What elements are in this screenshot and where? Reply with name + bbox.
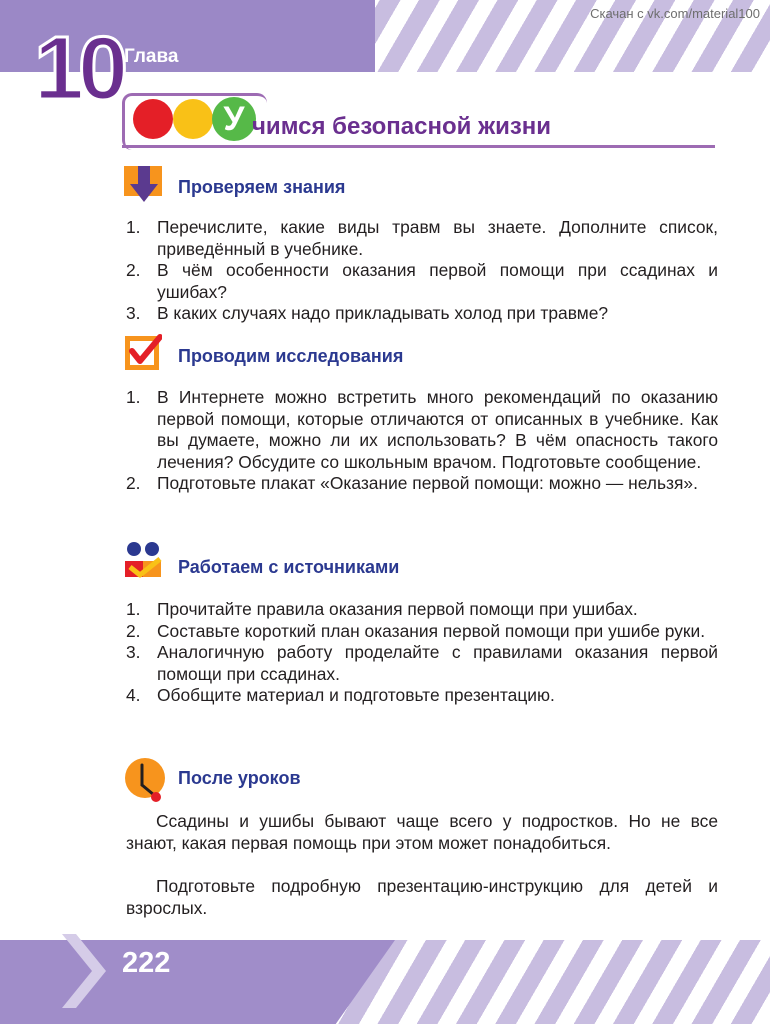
check-list (126, 217, 718, 325)
checkbox-icon (124, 333, 162, 371)
after-paragraph: Ссадины и ушибы бывают чаще всего у подростков. Но не все знают, какая первая помощь при этом может понадобиться. (126, 811, 718, 853)
list-item: 2. Подготовьте плакат «Оказание первой помощи: можно — нельзя». (126, 473, 698, 493)
traffic-light-green-icon: У (212, 97, 256, 141)
chapter-number: 10 (34, 19, 123, 119)
list-item: 3. В каких случаях надо прикладывать холод при травме? (126, 303, 609, 323)
list-item: 2. Составьте короткий план оказания первой помощи при ушибе руки. (126, 620, 706, 641)
traffic-light-red-icon (133, 99, 173, 139)
list-item: 3. Аналогичную работу проделайте с правилами оказания первой помощи при ссадинах. (126, 642, 718, 684)
page-title: чимся безопасной жизни (252, 113, 552, 140)
traffic-light-yellow-icon (173, 99, 213, 139)
scan-note: Скачан с vk.com/material100 (590, 6, 760, 21)
section-heading-sources: Работаем с источниками (178, 557, 400, 577)
list-item: 1. В Интернете можно встретить много рекомендаций по оказанию первой помощи, которые отличаются от описанных в учебнике. Как вы думаете, можно ли их использовать? В чём опасность такого лечения? Обсудите со школьным врачом. Подготовьте сообщение. (126, 387, 718, 472)
footer-solid-band (0, 940, 395, 1024)
list-item: 2. В чём особенности оказания первой помощи при ссадинах и ушибах? (126, 260, 718, 302)
list-item: 1. Перечислите, какие виды травм вы знаете. Дополните список, приведённый в учебнике. (126, 217, 718, 259)
after-paragraph: Подготовьте подробную презентацию-инструкцию для детей и взрослых. (126, 876, 718, 918)
page-number: 222 (122, 947, 171, 979)
chevron-right-icon (62, 934, 106, 1008)
title-underline (122, 145, 715, 148)
section-heading-check: Проверяем знания (178, 177, 346, 197)
sources-list (126, 599, 718, 707)
section-heading-research: Проводим исследования (178, 346, 404, 366)
list-item: 4. Обобщите материал и подготовьте презентацию. (126, 685, 555, 705)
arrow-down-icon (124, 166, 162, 204)
footer-band (0, 940, 770, 1024)
research-list (126, 387, 718, 495)
section-heading-after: После уроков (178, 768, 301, 788)
list-item: 1. Прочитайте правила оказания первой помощи при ушибах. (126, 599, 638, 619)
clock-icon (124, 757, 168, 803)
people-icon (124, 541, 162, 579)
chapter-label: Глава (124, 46, 179, 67)
